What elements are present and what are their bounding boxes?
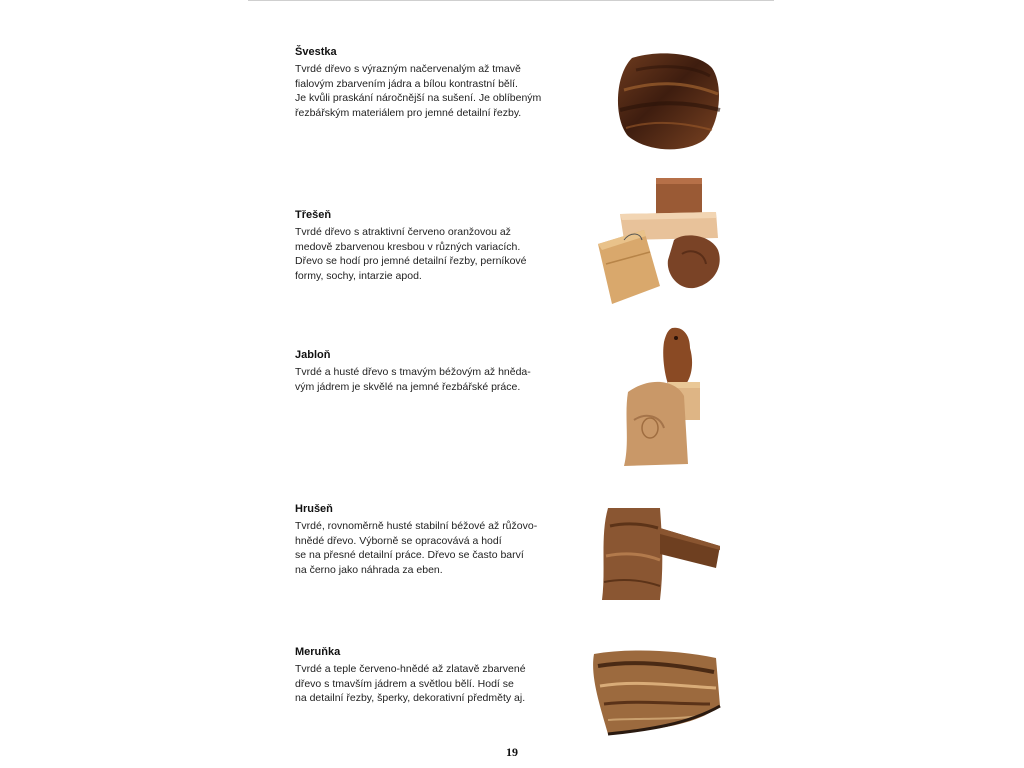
entry-desc-line: se na přesné detailní práce. Dřevo se často barví — [295, 549, 524, 561]
entry-desc-line: dřevo s tmavším jádrem a světlou bělí. Hodí se — [295, 677, 514, 690]
apricot-wood-photo — [588, 646, 724, 738]
entry-desc-line: fialovým zbarvením jádra a bílou kontrastní bělí. — [295, 77, 518, 90]
entry-title: Třešeň — [295, 209, 332, 221]
entry-title: Jabloň — [295, 349, 331, 361]
entry-title: Švestka — [295, 46, 337, 58]
entry-desc-line: na černo jako náhrada za eben. — [295, 563, 443, 576]
entry-desc-line: Tvrdé a teple červeno-hnědé až zlatavě zbarvené — [295, 663, 526, 675]
entry-hrusen — [295, 503, 575, 577]
entry-desc-line: formy, sochy, intarzie apod. — [295, 269, 422, 282]
entry-desc-line: Tvrdé dřevo s atraktivní červeno oranžovou až — [295, 226, 511, 238]
entry-desc-line: hnědé dřevo. Výborně se opracovává a hodí — [295, 534, 502, 547]
entry-desc-line: na detailní řezby, šperky, dekorativní předměty aj. — [295, 692, 526, 704]
entry-merunka — [295, 646, 575, 706]
page-number: 19 — [506, 745, 518, 759]
entry-desc-line: Tvrdé, rovnoměrně husté stabilní béžové až růžovo- — [295, 520, 538, 532]
entry-jablon — [295, 349, 575, 394]
entry-desc-line: vým jádrem je skvělé na jemné řezbářské práce. — [295, 380, 521, 393]
pear-wood-photo — [598, 506, 724, 602]
entry-desc-line: Tvrdé dřevo s výrazným načervenalým až tmavě — [295, 63, 521, 75]
entry-desc-line: Tvrdé a husté dřevo s tmavým béžovým až hněda- — [295, 366, 531, 378]
entry-svestka — [295, 46, 575, 120]
entry-title: Meruňka — [295, 646, 341, 658]
apple-wood-photo — [620, 324, 704, 468]
entry-desc-line: Je kvůli praskání náročnější na sušení. Je oblíbeným — [295, 92, 542, 104]
entry-desc-line: Dřevo se hodí pro jemné detailní řezby, perníkové — [295, 255, 527, 267]
cherry-wood-photo — [594, 174, 726, 308]
entry-desc-line: řezbářským materiálem pro jemné detailní řezby. — [295, 106, 522, 119]
entry-tresen — [295, 209, 575, 283]
entry-title: Hrušeň — [295, 503, 333, 515]
plum-wood-photo — [612, 50, 724, 152]
top-divider — [248, 0, 774, 1]
entry-desc-line: medově zbarvenou kresbou v různých variacích. — [295, 240, 521, 253]
